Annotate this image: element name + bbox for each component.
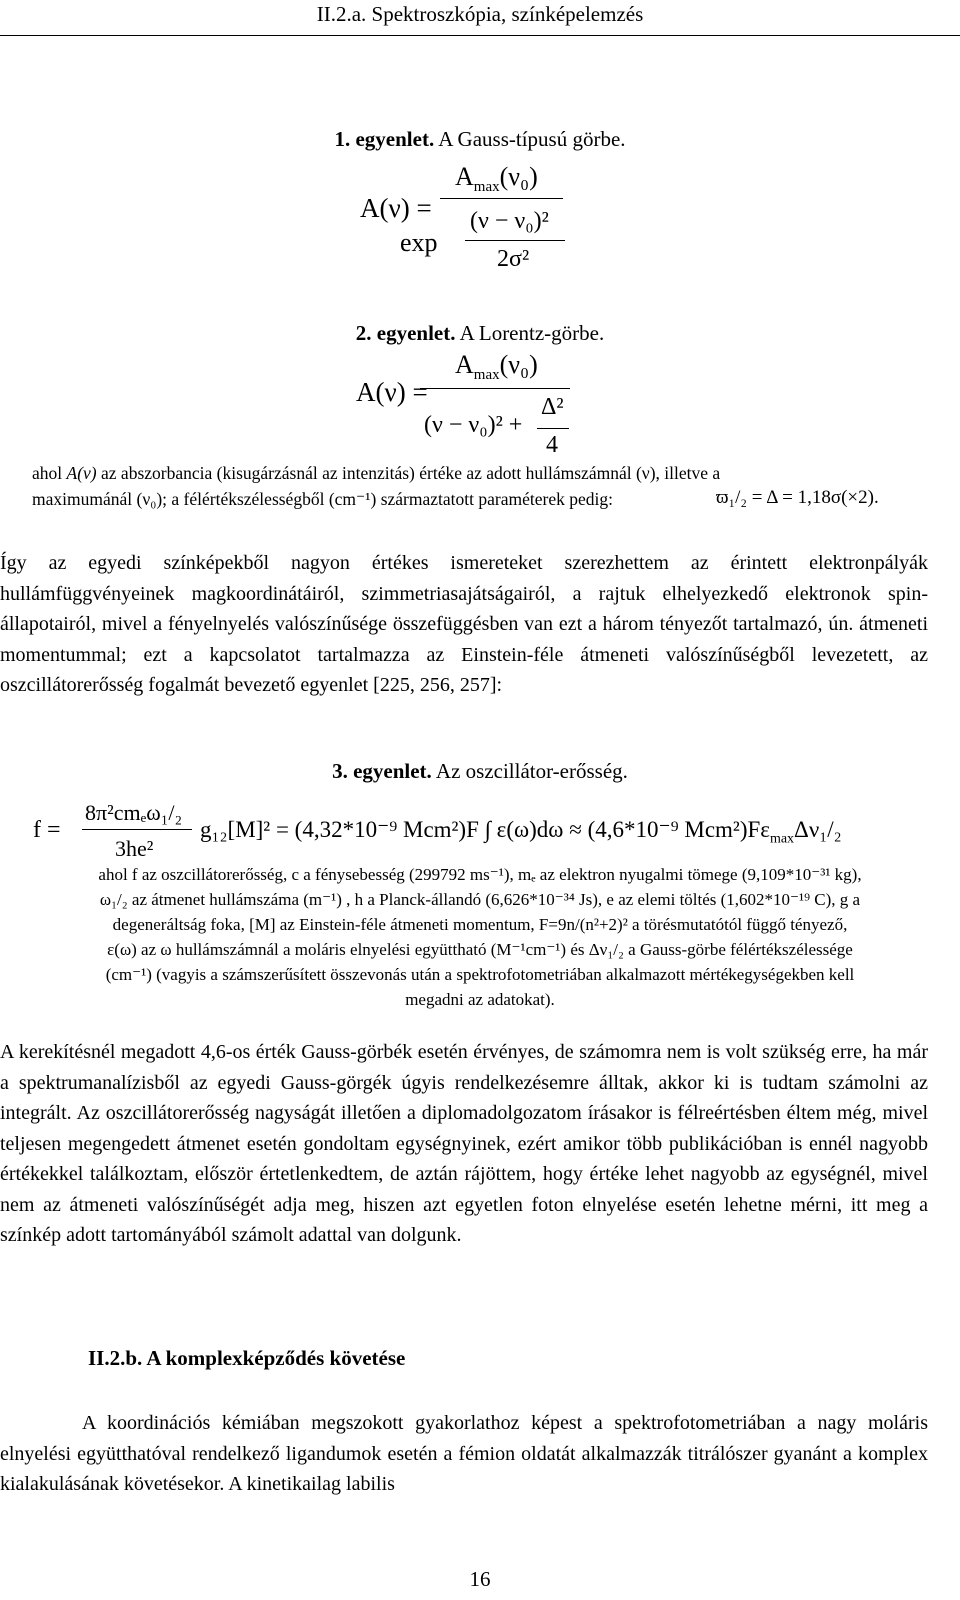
- equation3-note-line4: ε(ω) az ω hullámszámnál a moláris elnyelési együttható (M⁻¹cm⁻¹) és Δν₁/₂ a Gauss-görbe félértékszélessége: [107, 940, 853, 959]
- equation3-fraction-line: [82, 829, 192, 830]
- equation1-exp: exp: [400, 228, 438, 257]
- equation2-den-fraction-line: [537, 428, 569, 429]
- equation2-title: 2. egyenlet. A Lorentz-görbe.: [355, 321, 605, 345]
- page-number: 16: [469, 1567, 491, 1591]
- equation1-inner-fraction-line: [465, 240, 565, 241]
- equation3-frac-num: 8π²cmₑω₁/₂: [85, 800, 183, 825]
- halfwidth-formula: ϖ₁/₂ = Δ = 1,18σ(×2).: [716, 487, 879, 508]
- header-rule: [0, 35, 960, 36]
- equation3-rhs: g₁₂[M]² = (4,32*10⁻⁹ Mcm²)F ∫ ε(ω)dω ≈ (4,6*10⁻⁹ $Mcm^2)F\varepsilon_{max}\Delta\nu_1/_2$: [200, 817, 842, 847]
- equation3-note-line2: ω₁/₂ az átmenet hullámszáma (m⁻¹) , h a Planck-állandó (6,626*10⁻³⁴ Js), e az elemi töltés (1,602*10⁻¹⁹ C), g a: [99, 890, 861, 909]
- equation1-inner-denominator: 2σ²: [497, 246, 530, 272]
- paragraph-1: Így az egyedi színképekből nagyon értékes ismereteket szerezhettem az érintett elektronpályák hullámfüggvényeinek magkoordinátáiról, szimmetriasajátságairól, a rajtuk elhelyezkedő elektronok spin-állapotairól, mivel a fényelnyelés valószínűsége összefüggésben van ezt a három tényezőt tartalmazó, ún. átmeneti momentummal; ezt a kapcsolatot tartalmazza az Einstein-féle átmeneti valószínűségből levezetett, az oszcillátorerősség fogalmát bevezető egyenlet [225, 256, 257]:: [0, 552, 928, 696]
- equation2-note-line2: maximumánál (ν₀); a félértékszélességből (cm⁻¹) származtatott paraméterek pedig:: [32, 489, 613, 509]
- equation3-note-line1: ahol f az oszcillátorerősség, c a fénysebesség (299792 ms⁻¹), mₑ az elektron nyugalmi tömege (9,109*10⁻³¹ kg),: [98, 865, 862, 884]
- running-header: II.2.a. Spektroszkópia, színképelemzés: [316, 2, 644, 26]
- equation3-note-line5: (cm⁻¹) (vagyis a számszerűsített összevonás után a spektrofotometriában alkalmazott mértékegységekben kell: [105, 965, 855, 984]
- equation1-main-fraction-line: [440, 198, 563, 199]
- equation1-numerator: $A_{max}(\nu_0)$: [455, 162, 538, 196]
- equation2-main-fraction-line: [420, 388, 570, 389]
- equation3-note: [0, 862, 960, 1012]
- equation2-note-line1: ahol A(ν) az abszorbancia (kisugárzásnál az intenzitás) értéke az adott hullámszámnál (ν), illetve a: [32, 463, 721, 483]
- equation2-den-frac-num: Δ²: [541, 394, 564, 420]
- equation3-note-line3: degeneráltság foka, [M] az Einstein-féle átmeneti momentum, F=9n/(n²+2)² a törésmutatótól függő tényező,: [112, 915, 848, 934]
- equation3-lhs: f =: [33, 817, 61, 843]
- equation2-numerator: $A_{max}(\nu_0)$: [455, 350, 538, 384]
- paragraph-2: A kerekítésnél megadott 4,6-os érték Gauss-görbék esetén érvényes, de számomra nem is volt szükség erre, ha már a spektrumanalízisből az egyedi Gauss-görgék úgyis rendelkezésemre álltak, akkor ki is tudtam számolni az integrált. Az oszcillátorerősség nagyságát illetően a diplomadolgozatom írásakor is félreértésben éltem még, mivel teljesen megengedett átmenet esetén gondoltam egységnyinek, ezért amikor több publikációban is ennél nagyobb értékekkel találkoztam, először értetlenkedtem, de aztán rájöttem, hogy értéke lehet nagyobb az egységnél, mivel nem az átmeneti valószínűségét adja meg, hiszen azt egyetlen foton elnyelése esetén lehetne mérni, itt meg a színkép adott tartományából számolt adattal van dolgunk.: [0, 1041, 928, 1246]
- equation2-lhs: A(ν) =: [356, 377, 428, 407]
- equation1-lhs: A(ν) =: [360, 193, 432, 223]
- equation3-frac-den: 3he²: [115, 836, 154, 861]
- equation2-den-frac-den: 4: [546, 432, 558, 458]
- equation3-title: 3. egyenlet. Az oszcillátor-erősség.: [332, 759, 628, 783]
- equation2-den-left: (ν − ν₀)² +: [424, 412, 523, 438]
- equation1-inner-numerator: (ν − ν₀)²: [470, 208, 549, 234]
- equation1-title: 1. egyenlet. A Gauss-típusú görbe.: [334, 127, 626, 151]
- equation3-note-line6: megadni az adatokat).: [405, 990, 555, 1009]
- paragraph-3: A koordinációs kémiában megszokott gyakorlathoz képest a spektrofotometriában a nagy moláris elnyelési együtthatóval rendelkező ligandumok esetén a fémion oldatát alkalmazzák titrálószer gyanánt a komplex kialakulásának követésekor. A kinetikailag labilis: [0, 1412, 928, 1495]
- section-heading: II.2.b. A komplexképződés követése: [88, 1346, 406, 1370]
